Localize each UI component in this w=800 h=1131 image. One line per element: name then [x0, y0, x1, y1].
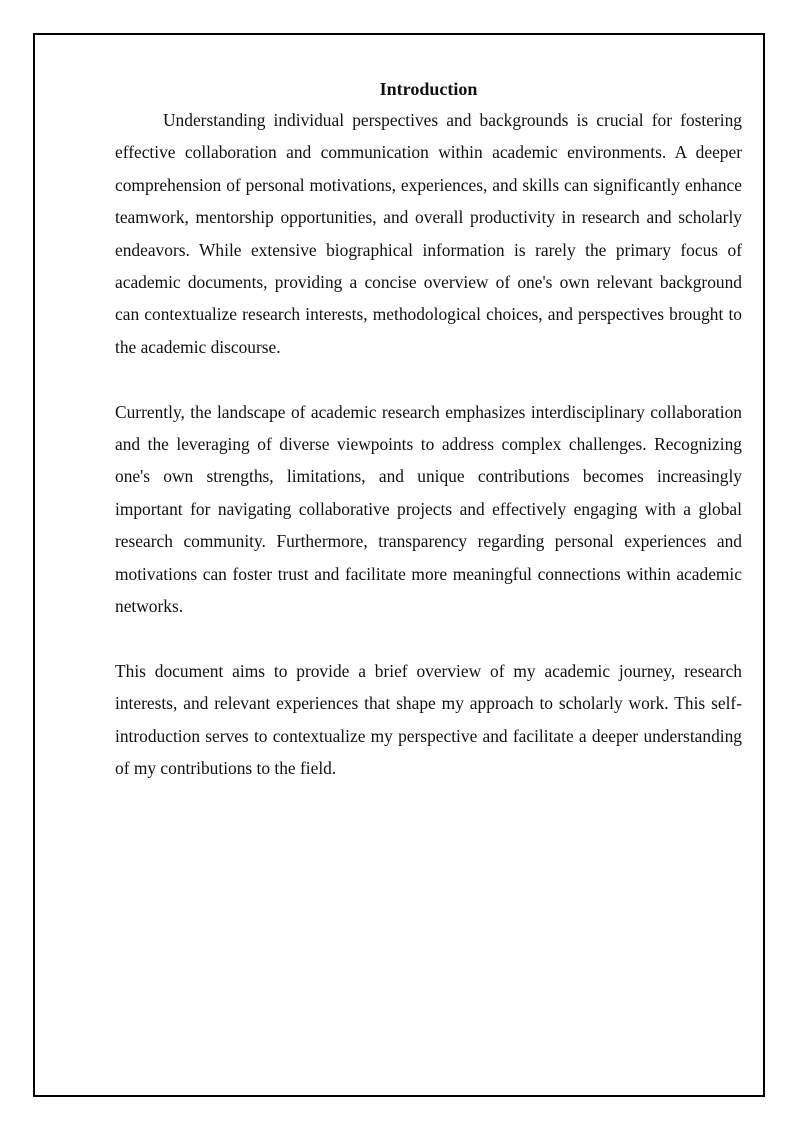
document-title: Introduction	[379, 79, 478, 99]
paragraph-spacer	[115, 622, 742, 654]
paragraph-1: Understanding individual perspectives and backgrounds is crucial for fostering effective collaboration and communication within academic environments. A deeper comprehension of personal motivations, experiences, and skills can significantly enhance teamwork, mentorship opportunities, and overall productivity in research and scholarly endeavors. While extensive biographical information is rarely the primary focus of academic documents, providing a concise overview of one's own relevant background can contextualize research interests, methodological choices, and perspectives brought to the academic discourse.	[115, 110, 742, 357]
paragraph-2: Currently, the landscape of academic research emphasizes interdisciplinary collaboration and the leveraging of diverse viewpoints to address complex challenges. Recognizing one's own strengths, limitations, and unique contributions becomes increasingly important for navigating collaborative projects and effectively engaging with a global research community. Furthermore, transparency regarding personal experiences and motivations can foster trust and facilitate more meaningful connections within academic networks.	[115, 401, 742, 617]
paragraph-3: This document aims to provide a brief overview of my academic journey, research interests, and relevant experiences that shape my approach to scholarly work. This self-introduction serves to contextualize my perspective and facilitate a deeper understanding of my contributions to the field.	[115, 660, 742, 779]
document-body	[115, 74, 742, 785]
paragraph-spacer	[115, 363, 742, 395]
